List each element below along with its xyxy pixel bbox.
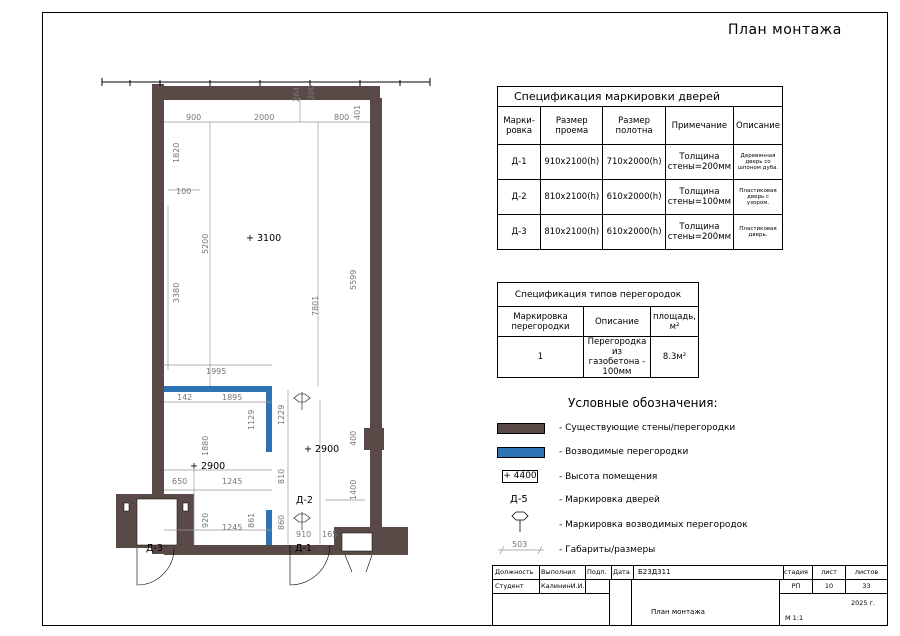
door-spec-title: Спецификация маркировки дверей bbox=[498, 87, 783, 107]
dim-lo6: 920 bbox=[201, 512, 210, 528]
floor-plan bbox=[0, 0, 440, 600]
cell-note: Толщина стены=100мм bbox=[665, 180, 733, 215]
stamp-stage-header: стадия bbox=[780, 566, 813, 580]
legend-height-symbol: + 4400 bbox=[503, 471, 537, 481]
dim-r2: 5599 bbox=[349, 269, 358, 290]
stamp-sheet-header: лист bbox=[813, 566, 846, 580]
dim-top-1: 900 bbox=[186, 113, 202, 122]
dim-m1: 1995 bbox=[206, 367, 227, 376]
stamp-name: КалининИ.И. bbox=[539, 580, 586, 594]
window-marks bbox=[102, 78, 430, 86]
cell-mark: 1 bbox=[498, 337, 584, 378]
cell-leaf: 610x2000(h) bbox=[603, 215, 665, 250]
dim-r1: 7801 bbox=[311, 295, 320, 316]
door-label-d3: Д-3 bbox=[146, 543, 163, 554]
door-spec-header: Описание bbox=[734, 107, 783, 145]
room-height-3: + 2900 bbox=[304, 444, 340, 455]
dim-ll2: 1129 bbox=[247, 409, 256, 430]
dim-l3: 5200 bbox=[201, 233, 210, 254]
dim-lo4: 861 bbox=[247, 512, 256, 528]
cell-note: Толщина стены=200мм bbox=[665, 145, 733, 180]
dim-top-2: 2000 bbox=[254, 113, 275, 122]
door-label-d2: Д-2 bbox=[296, 495, 313, 506]
title-block bbox=[492, 565, 888, 626]
stamp-sheets-header: листов bbox=[846, 566, 887, 580]
partition-spec-title: Спецификация типов перегородок bbox=[498, 283, 699, 307]
dim-tr-1: 264 bbox=[292, 86, 301, 102]
room-height-2: + 2900 bbox=[190, 461, 226, 472]
cell-desc: Пластиковая дверь с узором. bbox=[734, 180, 783, 215]
table-row bbox=[498, 180, 783, 215]
stamp-h3: Подп. bbox=[585, 566, 612, 580]
existing-walls bbox=[116, 84, 408, 555]
cell-mark: Д-1 bbox=[498, 145, 541, 180]
partition-spec-header: Описание bbox=[583, 307, 650, 337]
cell-opening: 810x2100(h) bbox=[541, 215, 603, 250]
cell-opening: 910x2100(h) bbox=[541, 145, 603, 180]
legend-label: - Высота помещения bbox=[559, 472, 658, 482]
dim-l4: 3380 bbox=[172, 282, 181, 303]
dim-ll3: 1229 bbox=[277, 404, 286, 425]
dim-m3: 1895 bbox=[222, 393, 243, 402]
stamp-sheets: 33 bbox=[846, 580, 887, 594]
door-spec-table bbox=[497, 86, 783, 250]
legend-existing-wall-swatch bbox=[497, 423, 545, 434]
stamp-title: План монтажа bbox=[651, 608, 705, 616]
legend-label: - Существующие стены/перегородки bbox=[559, 423, 736, 433]
legend-label: - Габариты/размеры bbox=[559, 545, 656, 555]
dim-lo2: 1245 bbox=[222, 477, 243, 486]
stamp-h2: Выполнил bbox=[539, 566, 586, 580]
room-outline bbox=[164, 98, 370, 545]
stamp-code: Б23Д311 bbox=[634, 566, 784, 580]
legend-new-partition-swatch bbox=[497, 447, 545, 458]
cell-leaf: 710x2000(h) bbox=[603, 145, 665, 180]
dim-tr-2: 200 bbox=[307, 84, 316, 100]
stamp-sheet: 10 bbox=[813, 580, 846, 594]
stamp-role: Студент bbox=[493, 580, 540, 594]
cell-leaf: 610x2000(h) bbox=[603, 180, 665, 215]
dim-lo5: 860 bbox=[277, 514, 286, 530]
dim-ll1: 1880 bbox=[201, 435, 210, 456]
legend-door-symbol: Д-5 bbox=[510, 494, 528, 505]
cell-opening: 810x2100(h) bbox=[541, 180, 603, 215]
dim-lo3: 810 bbox=[277, 468, 286, 484]
dim-lo9: 165 bbox=[322, 530, 338, 539]
room-height-1: + 3100 bbox=[246, 233, 282, 244]
dim-lo7: 1245 bbox=[222, 523, 243, 532]
table-row bbox=[498, 145, 783, 180]
legend-dim-symbol: 503 bbox=[512, 540, 528, 549]
dim-top-3: 800 bbox=[334, 113, 350, 122]
partition-spec-header: площадь, м² bbox=[651, 307, 699, 337]
partition-spec-header: Маркировка перегородки bbox=[498, 307, 584, 337]
cell-note: Толщина стены=200мм bbox=[665, 215, 733, 250]
cell-desc: Деревянная дверь со шпоном дуба. bbox=[734, 145, 783, 180]
door-spec-header: Примечание bbox=[665, 107, 733, 145]
door-spec-header: Марки-ровка bbox=[498, 107, 541, 145]
partition-marker-icon bbox=[510, 510, 530, 534]
stamp-h1: Должность bbox=[493, 566, 540, 580]
door-spec-header: Размер полотна bbox=[603, 107, 665, 145]
cell-mark: Д-3 bbox=[498, 215, 541, 250]
dim-l1: 1820 bbox=[172, 142, 181, 163]
legend-title: Условные обозначения: bbox=[568, 396, 718, 410]
stamp-h4: Дата bbox=[611, 566, 634, 580]
stamp-stage: РП bbox=[780, 580, 813, 594]
dim-tr-3: 401 bbox=[353, 104, 362, 120]
legend-label: - Возводимые перегородки bbox=[559, 447, 689, 457]
dim-l2: 100 bbox=[176, 187, 192, 196]
partition-spec-table bbox=[497, 282, 699, 378]
table-row bbox=[498, 337, 699, 378]
door-spec-header: Размер проема bbox=[541, 107, 603, 145]
legend-label: - Маркировка возводимых перегородок bbox=[559, 520, 748, 530]
dim-m2: 142 bbox=[177, 393, 193, 402]
cell-desc: Пластиковая дверь. bbox=[734, 215, 783, 250]
dimension-icon bbox=[496, 538, 546, 556]
dim-lo1: 650 bbox=[172, 477, 188, 486]
cell-desc: Перегородка из газобетона - 100мм bbox=[583, 337, 650, 378]
door-label-d1: Д-1 bbox=[295, 543, 312, 554]
dim-r4: 1400 bbox=[349, 479, 358, 500]
dim-r3: 400 bbox=[349, 430, 358, 446]
dim-lo8: 910 bbox=[296, 530, 312, 539]
partition-markers bbox=[294, 392, 310, 530]
stamp-scale: М 1:1 bbox=[785, 614, 804, 622]
cell-mark: Д-2 bbox=[498, 180, 541, 215]
stamp-year: 2025 г. bbox=[851, 599, 876, 607]
cell-area: 8.3м² bbox=[651, 337, 699, 378]
legend-label: - Маркировка дверей bbox=[559, 495, 660, 505]
sheet-title: План монтажа bbox=[728, 22, 842, 38]
table-row bbox=[498, 215, 783, 250]
